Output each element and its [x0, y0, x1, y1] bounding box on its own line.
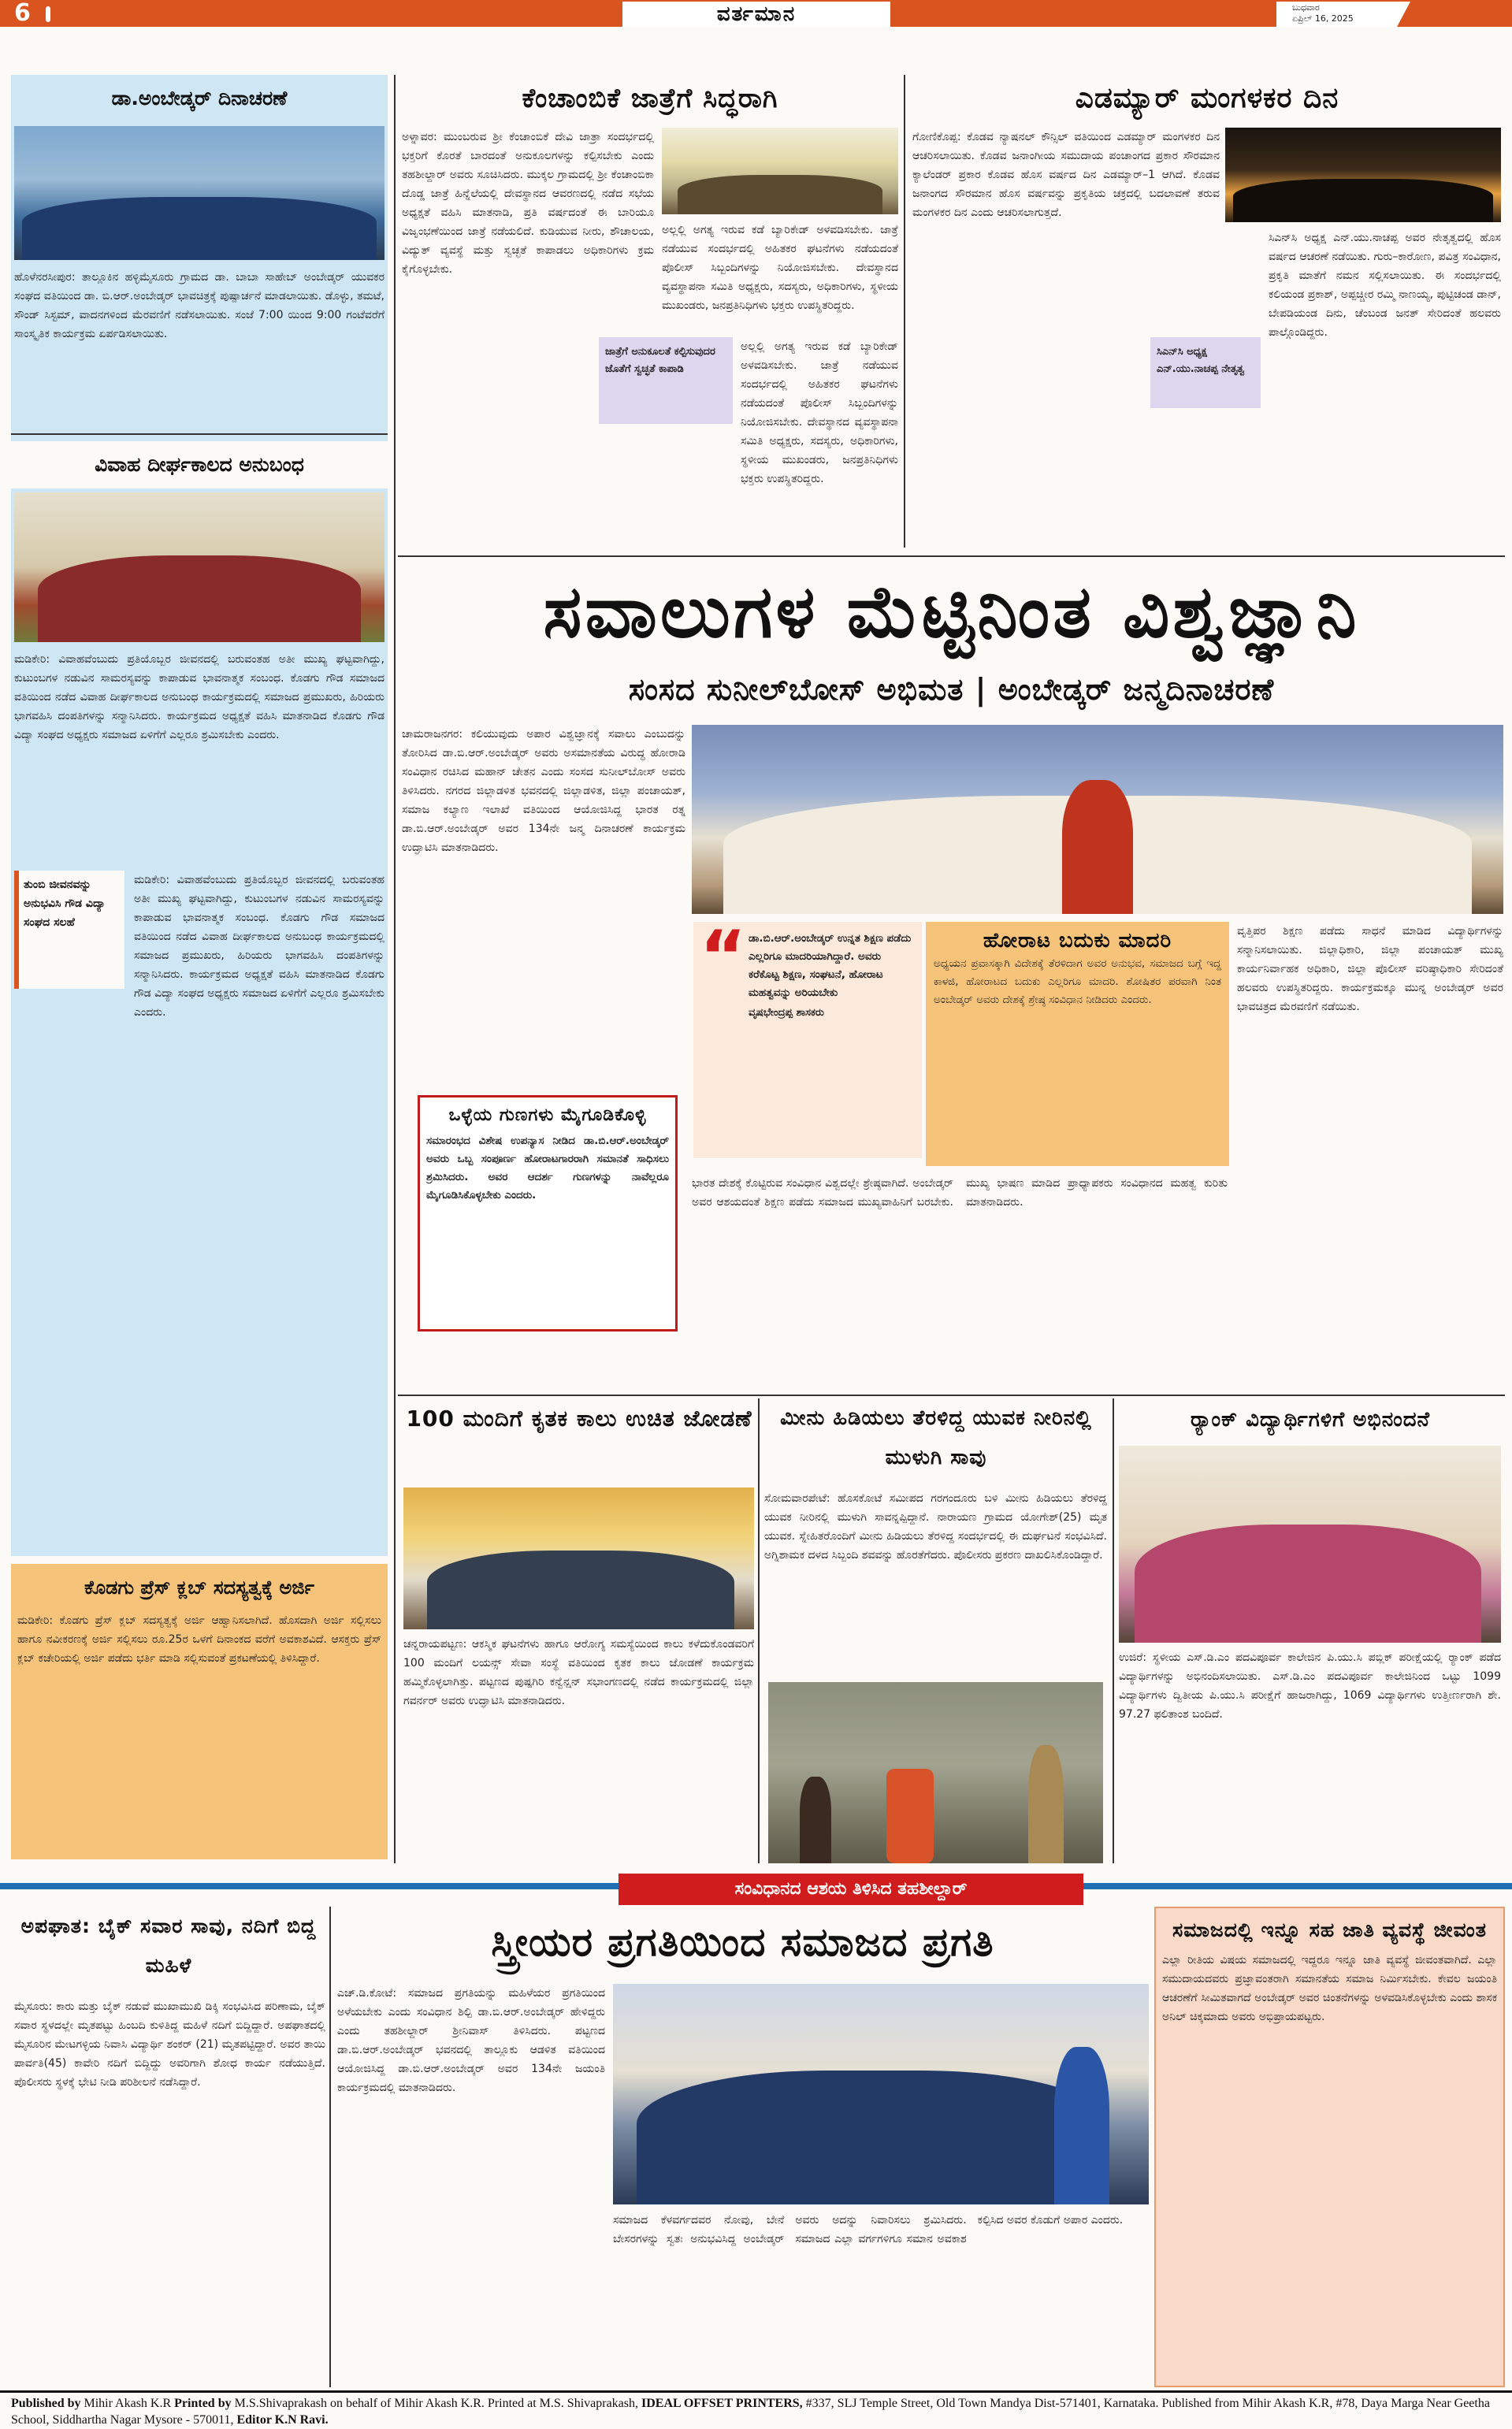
article-headline: ರ್‍ಯಾಂಕ್ ವಿದ್ಯಾರ್ಥಿಗಳಿಗೆ ಅಭಿನಂದನೆ	[1190, 1408, 1431, 1432]
fight-text: ಅಧ್ಯಯನ ಪ್ರವಾಸಕ್ಕಾಗಿ ವಿದೇಶಕ್ಕೆ ತೆರಳಿದಾಗ ಅವರ ಅನುಭವ, ಸಮಾಜದ ಬಗ್ಗೆ ಇದ್ದ ಕಾಳಜಿ, ಹೋರಾಟದ ಬದುಕು ಎಲ್ಲರಿಗೂ ಮಾದರಿ. ಶೋಷಿತರ ಪರವಾಗಿ ನಿಂತ ಅಂಬೇಡ್ಕರ್ ಅವರು ದೇಶಕ್ಕೆ ಶ್ರೇಷ್ಠ ಸಂವಿಧಾನ ನೀಡಿದರು ಎಂದರು.	[934, 957, 1221, 1006]
quote-mark-icon: “	[700, 922, 747, 998]
fight-box	[926, 922, 1229, 1166]
photo-lead-lamp-lighting	[692, 725, 1503, 914]
divider	[398, 1395, 1505, 1396]
day: ಬುಧವಾರ	[1292, 2, 1320, 13]
section-title	[11, 441, 388, 488]
footer-label: Printed by	[174, 2397, 232, 2410]
column-rule	[329, 1907, 331, 2387]
article-text: ಮೈಸೂರು: ಕಾರು ಮತ್ತು ಬೈಕ್ ನಡುವೆ ಮುಖಾಮುಖಿ ಡಿಕ್ಕಿ ಸಂಭವಿಸಿದ ಪರಿಣಾಮ, ಬೈಕ್ ಸವಾರ ಸ್ಥಳದಲ್ಲೇ ಮೃತಪಟ್ಟು ಹಿಂಬದಿ ಕುಳಿತಿದ್ದ ಮಹಿಳೆ ನದಿಗೆ ಬಿದ್ದಿದ್ದಾರೆ. ಅಪಘಾತದಲ್ಲಿ ಮೈಸೂರಿನ ಮೇಟಗಳ್ಳಿಯ ನಿವಾಸಿ ವಿದ್ಯಾರ್ಥಿ ಶಂಕರ್ (21) ಮೃತಪಟ್ಟಿದ್ದಾರೆ. ಅವರ ತಾಯಿ ಪಾರ್ವತಿ(45) ಕಾವೇರಿ ನದಿಗೆ ಬಿದ್ದಿದ್ದು ಅವರಿಗಾಗಿ ಶೋಧ ಕಾರ್ಯ ನಡೆಯುತ್ತಿದೆ. ಪೊಲೀಸರು ಸ್ಥಳಕ್ಕೆ ಭೇಟಿ ನೀಡಿ ಪರಿಶೀಲನೆ ನಡೆಸಿದ್ದಾರೆ.	[14, 2000, 325, 2089]
article-text-cont: ಭಾರತ ದೇಶಕ್ಕೆ ಕೊಟ್ಟಿರುವ ಸಂವಿಧಾನ ವಿಶ್ವದಲ್ಲೇ ಶ್ರೇಷ್ಠವಾಗಿದೆ. ಅಂಬೇಡ್ಕರ್ ಅವರ ಆಶಯದಂತೆ ಶಿಕ್ಷಣ ಪಡೆದು ಸಮಾಜದ ಮುಖ್ಯವಾಹಿನಿಗೆ ಬರಬೇಕು. ಮುಖ್ಯ ಭಾಷಣ ಮಾಡಿದ ಪ್ರಾಧ್ಯಾಪಕರು ಸಂವಿಧಾನದ ಮಹತ್ವ ಕುರಿತು ಮಾತನಾಡಿದರು.	[692, 1177, 1228, 1209]
people	[678, 175, 882, 214]
article-text: ಮಡಿಕೇರಿ: ಕೊಡಗು ಪ್ರೆಸ್ ಕ್ಲಬ್ ಸದಸ್ಯತ್ವಕ್ಕೆ ಅರ್ಜಿ ಆಹ್ವಾನಿಸಲಾಗಿದೆ. ಹೊಸದಾಗಿ ಅರ್ಜಿ ಸಲ್ಲಿಸಲು ಹಾಗೂ ನವೀಕರಣಕ್ಕೆ ಅರ್ಜಿ ಸಲ್ಲಿಸಲು ರೂ.25ರ ಒಳಗೆ ದಿನಾಂಕದ ವರೆಗೆ ಅವಕಾಶವಿದೆ. ಆಸಕ್ತರು ಪ್ರೆಸ್ ಕ್ಲಬ್ ಕಚೇರಿಯಲ್ಲಿ ಅರ್ಜಿ ಪಡೆದು ಭರ್ತಿ ಮಾಡಿ ಸಲ್ಲಿಸುವಂತೆ ಪ್ರಕಟಣೆಯಲ್ಲಿ ತಿಳಿಸಿದ್ದಾರೆ.	[17, 1614, 381, 1665]
divider	[11, 433, 388, 435]
photo-women-progress	[613, 1984, 1149, 2204]
officer	[1028, 1745, 1064, 1863]
heading: ಡಾ.ಅಂಬೇಡ್ಕರ್ ದಿನಾಚರಣೆ	[111, 87, 288, 110]
pull-quote-text: ಸಿಎನ್‌ಸಿ ಅಧ್ಯಕ್ಷ ಎನ್.ಯು.ನಾಚಪ್ಪ ನೇತೃತ್ವ	[1157, 346, 1245, 375]
footer-address: #337, SLJ Temple	[805, 2397, 898, 2410]
photo-ambedkar-day-group	[14, 126, 385, 260]
crowd	[1233, 179, 1493, 222]
footer-label: Published by	[11, 2397, 81, 2410]
lead-headline: ಸವಾಲುಗಳ ಮೆಟ್ಟಿನಿಂತ ವಿಶ್ವಜ್ಞಾನಿ	[543, 570, 1360, 654]
pull-quote	[1150, 337, 1261, 408]
page-number: 6	[14, 0, 31, 27]
heading: ಕೊಡಗು ಪ್ರೆಸ್ ಕ್ಲಬ್ ಸದಸ್ಯತ್ವಕ್ಕೆ ಅರ್ಜಿ	[84, 1577, 314, 1599]
quote-attribution: ವೃಷಭೇಂದ್ರಪ್ಪ ಶಾಸಕರು	[749, 1007, 824, 1019]
speaker-in-saffron	[1062, 780, 1133, 914]
column-rule	[1113, 1398, 1114, 1863]
officials	[637, 2071, 1109, 2204]
column-rule	[758, 1398, 760, 1863]
person	[800, 1777, 831, 1863]
article-text: ಉಜಿರೆ: ಸ್ಥಳೀಯ ಎಸ್.ಡಿ.ಎಂ ಪದವಿಪೂರ್ವ ಕಾಲೇಜಿನ ಪಿ.ಯು.ಸಿ ಪಬ್ಲಿಕ್ ಪರೀಕ್ಷೆಯಲ್ಲಿ ರ್‍ಯಾಂಕ್ ಪಡೆದ ವಿದ್ಯಾರ್ಥಿಗಳನ್ನು ಅಭಿನಂದಿಸಲಾಯಿತು. ಎಸ್.ಡಿ.ಎಂ ಪದವಿಪೂರ್ವ ಕಾಲೇಜಿನಿಂದ ಒಟ್ಟು 1099 ವಿದ್ಯಾರ್ಥಿಗಳು ದ್ವಿತೀಯ ಪಿ.ಯು.ಸಿ ಪರೀಕ್ಷೆಗೆ ಹಾಜರಾಗಿದ್ದು, 1069 ವಿದ್ಯಾರ್ಥಿಗಳು ಉತ್ತೀರ್ಣರಾಗಿ ಶೇ. 97.27 ಫಲಿತಾಂಶ ಬಂದಿದೆ.	[1119, 1651, 1501, 1721]
article-text-cont: ಅಲ್ಲಲ್ಲಿ ಅಗತ್ಯ ಇರುವ ಕಡೆ ಬ್ಯಾರಿಕೇಡ್ ಅಳವಡಿಸಬೇಕು. ಜಾತ್ರೆ ನಡೆಯುವ ಸಂದರ್ಭದಲ್ಲಿ ಅಹಿತಕರ ಘಟನೆಗಳು ನಡೆಯದಂತೆ ಪೊಲೀಸ್ ಸಿಬ್ಬಂದಿಗಳನ್ನು ನಿಯೋಜಿಸಬೇಕು. ದೇವಸ್ಥಾನದ ವ್ಯವಸ್ಥಾಪನಾ ಸಮಿತಿ ಅಧ್ಯಕ್ಷರು, ಸದಸ್ಯರು, ಅಧಿಕಾರಿಗಳು, ಸ್ಥಳೀಯ ಮುಖಂಡರು, ಜನಪ್ರತಿನಿಧಿಗಳು ಭಕ್ತರು ಉಪಸ್ಥಿತರಿದ್ದರು.	[741, 340, 898, 485]
article-text: ಹೊಳೆನರಸೀಪುರ: ತಾಲ್ಲೂಕಿನ ಹಳ್ಳಿಮೈಸೂರು ಗ್ರಾಮದ ಡಾ. ಬಾಬಾ ಸಾಹೇಬ್ ಅಂಬೇಡ್ಕರ್ ಯುವಕರ ಸಂಘದ ವತಿಯಿಂದ ಡಾ. ಬಿ.ಆರ್.ಅಂಬೇಡ್ಕರ್ ಭಾವಚಿತ್ರಕ್ಕೆ ಪುಷ್ಪಾರ್ಚನೆ ಮಾಡಲಾಯಿತು. ಡೊಳ್ಳು, ತಮಟೆ, ಸೌಂಡ್ ಸಿಸ್ಟಮ್, ವಾದನಗಳಿಂದ ಮೆರವಣಿಗೆ ನಡೆಸಲಾಯಿತು. ಸಂಜೆ 7:00 ಯಿಂದ 9:00 ಗಂಟೆವರೆಗೆ ಸಾಂಸ್ಕೃತಿಕ ಕಾರ್ಯಕ್ರಮ ಏರ್ಪಡಿಸಲಾಯಿತು.	[14, 271, 385, 340]
article-headline: ಸ್ತ್ರೀಯರ ಪ್ರಗತಿಯಿಂದ ಸಮಾಜದ ಪ್ರಗತಿ	[491, 1919, 994, 1965]
fight-heading: ಹೋರಾಟ ಬದುಕು ಮಾದರಿ	[983, 929, 1172, 953]
caste-box	[1154, 1907, 1505, 2387]
section-title	[11, 1568, 388, 1607]
photo-night-celebration	[1225, 128, 1501, 222]
caste-text: ಎಲ್ಲಾ ರೀತಿಯ ವಿಷಯ ಸಮಾಜದಲ್ಲಿ ಇದ್ದರೂ ಇನ್ನೂ ಜಾತಿ ವ್ಯವಸ್ಥೆ ಜೀವಂತವಾಗಿದೆ. ಎಲ್ಲಾ ಸಮುದಾಯದವರು ಪ್ರಜ್ಞಾವಂತರಾಗಿ ಸಮಾನತೆಯ ಸಮಾಜ ನಿರ್ಮಿಸಬೇಕು. ಕೇವಲ ಜಯಂತಿ ಆಚರಣೆಗೆ ಸೀಮಿತವಾಗದೆ ಅಂಬೇಡ್ಕರ್ ಅವರ ಚಿಂತನೆಗಳನ್ನು ಅಳವಡಿಸಿಕೊಳ್ಳಬೇಕು ಎಂದು ಶಾಸಕ ಅನಿಲ್ ಚಿಕ್ಕಮಾದು ಅವರು ಅಭಿಪ್ರಾಯಪಟ್ಟರು.	[1162, 1954, 1497, 2023]
article-text: ಎಚ್.ಡಿ.ಕೋಟೆ: ಸಮಾಜದ ಪ್ರಗತಿಯನ್ನು ಮಹಿಳೆಯರ ಪ್ರಗತಿಯಿಂದ ಅಳೆಯಬೇಕು ಎಂದು ಸಂವಿಧಾನ ಶಿಲ್ಪಿ ಡಾ.ಬಿ.ಆರ್.ಅಂಬೇಡ್ಕರ್ ಹೇಳಿದ್ದರು ಎಂದು ತಹಶೀಲ್ದಾರ್ ಶ್ರೀನಿವಾಸ್ ತಿಳಿಸಿದರು. ಪಟ್ಟಣದ ಡಾ.ಬಿ.ಆರ್.ಅಂಬೇಡ್ಕರ್ ಭವನದಲ್ಲಿ ತಾಲ್ಲೂಕು ಆಡಳಿತ ವತಿಯಿಂದ ಆಯೋಜಿಸಿದ್ದ ಡಾ.ಬಿ.ಆರ್.ಅಂಬೇಡ್ಕರ್ ಅವರ 134ನೇ ಜಯಂತಿ ಕಾರ್ಯಕ್ರಮದಲ್ಲಿ ಮಾತನಾಡಿದರು.	[337, 1987, 605, 2094]
quote-box	[693, 922, 922, 1158]
footer-publisher: Mihir Akash K.R	[84, 2397, 172, 2410]
heading: ವಿವಾಹ ದೀರ್ಘಕಾಲದ ಅನುಬಂಧ	[95, 453, 304, 476]
photo-artificial-limb	[403, 1487, 754, 1629]
column-rule	[394, 75, 396, 1863]
highlight-heading: ಒಳ್ಳೆಯ ಗುಣಗಳು ಮೈಗೂಡಿಕೊಳ್ಳಿ	[448, 1105, 647, 1125]
photo-temple-meeting	[662, 128, 898, 214]
people	[427, 1551, 734, 1629]
highlight-box	[418, 1095, 678, 1331]
masthead-title: ವರ್ತಮಾನ	[622, 2, 890, 27]
footer-press: IDEAL OFFSET PRINTERS,	[641, 2397, 803, 2410]
pull-quote-text: ಜಾತ್ರೆಗೆ ಅನುಕೂಲತೆ ಕಲ್ಪಿಸುವುದರ ಜೊತೆಗೆ ಸ್ವಚ್ಛತೆ ಕಾಪಾಡಿ	[605, 346, 715, 375]
article-text-cont: ಸಿಎನ್‌ಸಿ ಅಧ್ಯಕ್ಷ ಎನ್.ಯು.ನಾಚಪ್ಪ ಅವರ ನೇತೃತ್ವದಲ್ಲಿ ಹೊಸ ವರ್ಷದ ಆಚರಣೆ ನಡೆಯಿತು. ಗುರು–ಕಾರೋಣ, ಪವಿತ್ರ ಸಂವಿಧಾನ, ಪ್ರಕೃತಿ ಮಾತೆಗೆ ನಮನ ಸಲ್ಲಿಸಲಾಯಿತು. ಈ ಸಂದರ್ಭದಲ್ಲಿ ಕಲಿಯಂಡ ಪ್ರಕಾಶ್, ಅಪ್ಪಚ್ಚೀರ ರಮ್ಮಿ ನಾಣಯ್ಯ, ಪುಟ್ಟಿಚಂಡ ಡಾನ್, ಬೇಪಡಿಯಂಡ ದಿನು, ಚೆಂಬಂಡ ಜನತ್ ಸೇರಿದಂತೆ ಹಲವರು ಪಾಲ್ಗೊಂಡಿದ್ದರು.	[1269, 232, 1501, 339]
pull-quote-text: ತುಂಬಿ ಜೀವನವನ್ನು ಅನುಭವಿಸಿ ಗೌಡ ವಿದ್ಯಾ ಸಂಘದ ಸಲಹೆ	[24, 878, 106, 929]
rescuer	[886, 1769, 934, 1863]
speaker	[1054, 2047, 1109, 2204]
students	[1135, 1525, 1481, 1643]
article-text: ಗೋಣಿಕೊಪ್ಪ: ಕೊಡವ ನ್ಯಾಷನಲ್ ಕೌನ್ಸಿಲ್ ವತಿಯಿಂದ ಎಡಮ್ಯಾರ್ ಮಂಗಳಕರ ದಿನ ಆಚರಿಸಲಾಯಿತು. ಕೊಡವ ಜನಾಂಗೀಯ ಸಮುದಾಯ ಪಂಚಾಂಗದ ಪ್ರಕಾರ ಸೌರಮಾನ ಕ್ಯಾಲೆಂಡರ್ ಪ್ರಕಾರ ಕೊಡವ ಹೊಸ ವರ್ಷದ ದಿನ ಎಡಮ್ಯಾರ್–1 ಆಗಿದೆ. ಕೊಡವ ಜನಾಂಗದ ಸೌರಮಾನ ಹೊಸ ವರ್ಷವನ್ನು ಪ್ರಕೃತಿಯ ಚಕ್ರದಲ್ಲಿ ಬದಲಾವಣೆ ತರುವ ಮಂಗಳಕರ ದಿನ ಎಂದು ಆಚರಿಸಲಾಗುತ್ತದೆ.	[912, 131, 1220, 219]
crowd	[22, 197, 377, 260]
footer-address-2: Street, Old Town Mandya Dist-571401, Karnataka. Published from Mihir Akash K.R, #78, Daya Marga Near Geetha School, Siddhartha Nagar Mysore - 570011,	[11, 2397, 1490, 2427]
article-text-cont: ಸಮಾಜದ ಕೆಳವರ್ಗದವರ ನೋವು, ಬೇನೆ ಬೇಸರಗಳನ್ನು ಸ್ವತಃ ಅನುಭವಿಸಿದ್ದ ಅಂಬೇಡ್ಕರ್ ಅವರು ಅದನ್ನು ನಿವಾರಿಸಲು ಶ್ರಮಿಸಿದರು. ಸಮಾಜದ ಎಲ್ಲಾ ವರ್ಗಗಳಿಗೂ ಸಮಾನ ಅವಕಾಶ ಕಲ್ಪಿಸಿದ ಅವರ ಕೊಡುಗೆ ಅಪಾರ ಎಂದರು.	[613, 2214, 1124, 2245]
pull-quote	[14, 871, 124, 989]
column-rule	[904, 75, 905, 548]
caste-heading: ಸಮಾಜದಲ್ಲಿ ಇನ್ನೂ ಸಹ ಜಾತಿ ವ್ಯವಸ್ಥೆ ಜೀವಂತ	[1172, 1918, 1487, 1941]
pull-quote	[599, 337, 733, 424]
section-banner: ಸಂವಿಧಾನದ ಆಶಯ ತಿಳಿಸಿದ ತಹಶೀಲ್ದಾರ್	[619, 1874, 1083, 1905]
article-text: ಅಳ್ನಾವರ: ಮುಂಬರುವ ಶ್ರೀ ಕೆಂಚಾಂಬಿಕೆ ದೇವಿ ಜಾತ್ರಾ ಸಂದರ್ಭದಲ್ಲಿ ಭಕ್ತರಿಗೆ ಕೊರತೆ ಬಾರದಂತೆ ಅನುಕೂಲಗಳನ್ನು ಕಲ್ಪಿಸಬೇಕು ಎಂದು ತಹಶೀಲ್ದಾರ್ ಅವರು ಸೂಚಿಸಿದರು. ಮುಕ್ಕಲ ಗ್ರಾಮದಲ್ಲಿ ಶ್ರೀ ಕೆಂಚಾಂಬಿಕಾ ದೊಡ್ಡ ಜಾತ್ರೆ ಹಿನ್ನೆಲೆಯಲ್ಲಿ ದೇವಸ್ಥಾನದ ಆವರಣದಲ್ಲಿ ನಡೆದ ಸಭೆಯ ಅಧ್ಯಕ್ಷತೆ ವಹಿಸಿ ಮಾತನಾಡಿ, ಪ್ರತಿ ವರ್ಷದಂತೆ ಈ ಬಾರಿಯೂ ವಿಜೃಂಭಣೆಯಿಂದ ಜಾತ್ರೆ ನಡೆಯಲಿದೆ. ಕುಡಿಯುವ ನೀರು, ಶೌಚಾಲಯ, ವಿದ್ಯುತ್ ವ್ಯವಸ್ಥೆ ಮತ್ತು ಸ್ವಚ್ಛತೆ ಕಾಪಾಡಲು ಅಧಿಕಾರಿಗಳು ಕ್ರಮ ಕೈಗೊಳ್ಳಬೇಕು.	[402, 131, 654, 276]
date: ಏಪ್ರಿಲ್ 16, 2025	[1292, 13, 1354, 24]
article-headline: 100 ಮಂದಿಗೆ ಕೃತಕ ಕಾಲು ಉಚಿತ ಜೋಡಣೆ	[406, 1406, 752, 1432]
article-text: ಸೋಮವಾರಪೇಟೆ: ಹೊಸಕೋಟೆ ಸಮೀಪದ ಗರಗಂದೂರು ಬಳಿ ಮೀನು ಹಿಡಿಯಲು ತೆರಳಿದ್ದ ಯುವಕ ನೀರಿನಲ್ಲಿ ಮುಳುಗಿ ಸಾವನ್ನಪ್ಪಿದ್ದಾನೆ. ನಾರಾಯಣ ಗ್ರಾಮದ ಯೋಗೇಶ್(25) ಮೃತ ಯುವಕ. ಸ್ನೇಹಿತರೊಂದಿಗೆ ಮೀನು ಹಿಡಿಯಲು ತೆರಳಿದ್ದ ಸಂದರ್ಭದಲ್ಲಿ ಈ ದುರ್ಘಟನೆ ಸಂಭವಿಸಿದೆ. ಅಗ್ನಿಶಾಮಕ ದಳದ ಸಿಬ್ಬಂದಿ ಶವವನ್ನು ಹೊರತೆಗೆದರು. ಪೊಲೀಸರು ಪ್ರಕರಣ ದಾಖಲಿಸಿಕೊಂಡಿದ್ದಾರೆ.	[764, 1492, 1107, 1562]
quote-text: ಡಾ.ಬಿ.ಆರ್.ಅಂಬೇಡ್ಕರ್ ಉನ್ನತ ಶಿಕ್ಷಣ ಪಡೆದು ಎಲ್ಲರಿಗೂ ಮಾದರಿಯಾಗಿದ್ದಾರೆ. ಅವರು ಕರೆಕೊಟ್ಟ ಶಿಕ್ಷಣ, ಸಂಘಟನೆ, ಹೋರಾಟ ಮಹತ್ವವನ್ನು ಅರಿಯಬೇಕು	[749, 932, 912, 999]
divider	[398, 555, 1505, 557]
photo-rank-students	[1119, 1446, 1501, 1643]
article-headline: ಅಪಘಾತ: ಬೈಕ್ ಸವಾರ ಸಾವು, ನದಿಗೆ ಬಿದ್ದ ಮಹಿಳೆ	[20, 1915, 317, 1977]
photo-river-rescue	[768, 1682, 1103, 1863]
page-number-mark	[46, 6, 50, 22]
article-text: ಚಾಮರಾಜನಗರ: ಕಲಿಯುವುದು ಅಪಾರ ವಿಶ್ವಜ್ಞಾನಕ್ಕೆ ಸವಾಲು ಎಂಬುದನ್ನು ತೋರಿಸಿದ ಡಾ.ಬಿ.ಆರ್.ಅಂಬೇಡ್ಕರ್ ಅವರು ಅಸಮಾನತೆಯ ವಿರುದ್ಧ ಹೋರಾಡಿ ಸಂವಿಧಾನ ರಚಿಸಿದ ಮಹಾನ್ ಚೇತನ ಎಂದು ಸಂಸದ ಸುನೀಲ್‌ಬೋಸ್ ಅವರು ತಿಳಿಸಿದರು. ನಗರದ ಜಿಲ್ಲಾಡಳಿತ ಭವನದಲ್ಲಿ ಜಿಲ್ಲಾಡಳಿತ, ಜಿಲ್ಲಾ ಪಂಚಾಯತ್, ಸಮಾಜ ಕಲ್ಯಾಣ ಇಲಾಖೆ ವತಿಯಿಂದ ಆಯೋಜಿಸಿದ್ದ ಭಾರತ ರತ್ನ ಡಾ.ಬಿ.ಆರ್.ಅಂಬೇಡ್ಕರ್ ಅವರ 134ನೇ ಜನ್ಮ ದಿನಾಚರಣೆ ಕಾರ್ಯಕ್ರಮ ಉದ್ಘಾಟಿಸಿ ಮಾತನಾಡಿದರು.	[402, 728, 685, 854]
footer	[11, 2395, 1500, 2428]
section-title	[11, 75, 388, 122]
people	[38, 555, 361, 642]
article-headline: ಮೀನು ಹಿಡಿಯಲು ತೆರಳಿದ್ದ ಯುವಕ ನೀರಿನಲ್ಲಿ ಮುಳುಗಿ ಸಾವು	[780, 1406, 1092, 1469]
article-text-cont: ಮಡಿಕೇರಿ: ವಿವಾಹವೆಂಬುದು ಪ್ರತಿಯೊಬ್ಬರ ಜೀವನದಲ್ಲಿ ಬರುವಂತಹ ಅತೀ ಮುಖ್ಯ ಘಟ್ಟವಾಗಿದ್ದು, ಕುಟುಂಬಗಳ ನಡುವಿನ ಸಾಮರಸ್ಯವನ್ನು ಕಾಪಾಡುವ ಭಾವನಾತ್ಮಕ ಸಂಬಂಧ. ಕೊಡಗು ಗೌಡ ಸಮಾಜದ ವತಿಯಿಂದ ನಡೆದ ವಿವಾಹ ದೀರ್ಘಕಾಲದ ಅನುಬಂಧ ಕಾರ್ಯಕ್ರಮದಲ್ಲಿ ಸಮಾಜದ ಪ್ರಮುಖರು, ಹಿರಿಯರು ಭಾಗವಹಿಸಿ ದಂಪತಿಗಳನ್ನು ಸನ್ಮಾನಿಸಿದರು. ಕಾರ್ಯಕ್ರಮದ ಅಧ್ಯಕ್ಷತೆ ವಹಿಸಿ ಮಾತನಾಡಿದ ಕೊಡಗು ಗೌಡ ವಿದ್ಯಾ ಸಂಘದ ಅಧ್ಯಕ್ಷರು ಸಮಾಜದ ಏಳಿಗೆಗೆ ಎಲ್ಲರೂ ಶ್ರಮಿಸಬೇಕು ಎಂದರು.	[134, 874, 385, 1019]
footer-rule	[0, 2390, 1512, 2393]
article-text: ಚನ್ನರಾಯಪಟ್ಟಣ: ಆಕಸ್ಮಿಕ ಘಟನೆಗಳು ಹಾಗೂ ಆರೋಗ್ಯ ಸಮಸ್ಯೆಯಿಂದ ಕಾಲು ಕಳೆದುಕೊಂಡವರಿಗೆ 100 ಮಂದಿಗೆ ಲಯನ್ಸ್ ಸೇವಾ ಸಂಸ್ಥೆ ವತಿಯಿಂದ ಕೃತಕ ಕಾಲು ಜೋಡಣೆ ಕಾರ್ಯಕ್ರಮ ಹಮ್ಮಿಕೊಳ್ಳಲಾಗಿತ್ತು. ಪಟ್ಟಣದ ಪುಷ್ಪಗಿರಿ ಕನ್ವೆನ್ಷನ್ ಸಭಾಂಗಣದಲ್ಲಿ ನಡೆದ ಕಾರ್ಯಕ್ರಮದಲ್ಲಿ ಜಿಲ್ಲಾ ಗವರ್ನರ್ ಅವರು ಉದ್ಘಾಟಿಸಿ ಮಾತನಾಡಿದರು.	[403, 1638, 754, 1707]
article-headline: ಎಡಮ್ಯಾರ್ ಮಂಗಳಕರ ದಿನ	[1075, 82, 1339, 114]
article-text-cont: ವೃತ್ತಿಪರ ಶಿಕ್ಷಣ ಪಡೆದು ಸಾಧನೆ ಮಾಡಿದ ವಿದ್ಯಾರ್ಥಿಗಳನ್ನು ಸನ್ಮಾನಿಸಲಾಯಿತು. ಜಿಲ್ಲಾಧಿಕಾರಿ, ಜಿಲ್ಲಾ ಪಂಚಾಯತ್ ಮುಖ್ಯ ಕಾರ್ಯನಿರ್ವಾಹಕ ಅಧಿಕಾರಿ, ಜಿಲ್ಲಾ ಪೊಲೀಸ್ ವರಿಷ್ಠಾಧಿಕಾರಿ ಸೇರಿದಂತೆ ಹಲವರು ಉಪಸ್ಥಿತರಿದ್ದರು. ಕಾರ್ಯಕ್ರಮಕ್ಕೂ ಮುನ್ನ ಅಂಬೇಡ್ಕರ್ ಅವರ ಭಾವಚಿತ್ರದ ಮೆರವಣಿಗೆ ನಡೆಯಿತು.	[1237, 925, 1503, 1013]
article-text: ಮಡಿಕೇರಿ: ವಿವಾಹವೆಂಬುದು ಪ್ರತಿಯೊಬ್ಬರ ಜೀವನದಲ್ಲಿ ಬರುವಂತಹ ಅತೀ ಮುಖ್ಯ ಘಟ್ಟವಾಗಿದ್ದು, ಕುಟುಂಬಗಳ ನಡುವಿನ ಸಾಮರಸ್ಯವನ್ನು ಕಾಪಾಡುವ ಭಾವನಾತ್ಮಕ ಸಂಬಂಧ. ಕೊಡಗು ಗೌಡ ಸಮಾಜದ ವತಿಯಿಂದ ನಡೆದ ವಿವಾಹ ದೀರ್ಘಕಾಲದ ಅನುಬಂಧ ಕಾರ್ಯಕ್ರಮದಲ್ಲಿ ಸಮಾಜದ ಪ್ರಮುಖರು, ಹಿರಿಯರು ಭಾಗವಹಿಸಿ ದಂಪತಿಗಳನ್ನು ಸನ್ಮಾನಿಸಿದರು. ಕಾರ್ಯಕ್ರಮದ ಅಧ್ಯಕ್ಷತೆ ವಹಿಸಿ ಮಾತನಾಡಿದ ಕೊಡಗು ಗೌಡ ವಿದ್ಯಾ ಸಂಘದ ಅಧ್ಯಕ್ಷರು ಸಮಾಜದ ಏಳಿಗೆಗೆ ಎಲ್ಲರೂ ಶ್ರಮಿಸಬೇಕು ಎಂದರು.	[14, 653, 385, 741]
article-headline: ಕೆಂಚಾಂಬಿಕೆ ಜಾತ್ರೆಗೆ ಸಿದ್ಧರಾಗಿ	[522, 83, 778, 114]
highlight-text: ಸಮಾರಂಭದ ವಿಶೇಷ ಉಪನ್ಯಾಸ ನೀಡಿದ ಡಾ.ಬಿ.ಆರ್.ಅಂಬೇಡ್ಕರ್ ಅವರು ಒಬ್ಬ ಸಂಪೂರ್ಣ ಹೋರಾಟಗಾರರಾಗಿ ಸಮಾನತೆ ಸಾಧಿಸಲು ಶ್ರಮಿಸಿದರು. ಅವರ ಆದರ್ಶ ಗುಣಗಳನ್ನು ನಾವೆಲ್ಲರೂ ಮೈಗೂಡಿಸಿಕೊಳ್ಳಬೇಕು ಎಂದರು.	[426, 1135, 669, 1202]
lead-subheadline: ಸಂಸದ ಸುನೀಲ್‌ಬೋಸ್ ಅಭಿಮತ | ಅಂಬೇಡ್ಕರ್ ಜನ್ಮದಿನಾಚರಣೆ	[628, 672, 1275, 707]
photo-marriage-felicitation	[14, 492, 385, 642]
footer-printer: M.S.Shivaprakash on behalf of Mihir Akash K.R. Printed at M.S. Shivaprakash,	[234, 2397, 639, 2410]
article-text-cont: ಅಲ್ಲಲ್ಲಿ ಅಗತ್ಯ ಇರುವ ಕಡೆ ಬ್ಯಾರಿಕೇಡ್ ಅಳವಡಿಸಬೇಕು. ಜಾತ್ರೆ ನಡೆಯುವ ಸಂದರ್ಭದಲ್ಲಿ ಅಹಿತಕರ ಘಟನೆಗಳು ನಡೆಯದಂತೆ ಪೊಲೀಸ್ ಸಿಬ್ಬಂದಿಗಳನ್ನು ನಿಯೋಜಿಸಬೇಕು. ದೇವಸ್ಥಾನದ ವ್ಯವಸ್ಥಾಪನಾ ಸಮಿತಿ ಅಧ್ಯಕ್ಷರು, ಸದಸ್ಯರು, ಅಧಿಕಾರಿಗಳು, ಸ್ಥಳೀಯ ಮುಖಂಡರು, ಜನಪ್ರತಿನಿಧಿಗಳು ಭಕ್ತರು ಉಪಸ್ಥಿತರಿದ್ದರು.	[662, 224, 898, 312]
footer-editor: Editor K.N Ravi.	[236, 2413, 329, 2427]
